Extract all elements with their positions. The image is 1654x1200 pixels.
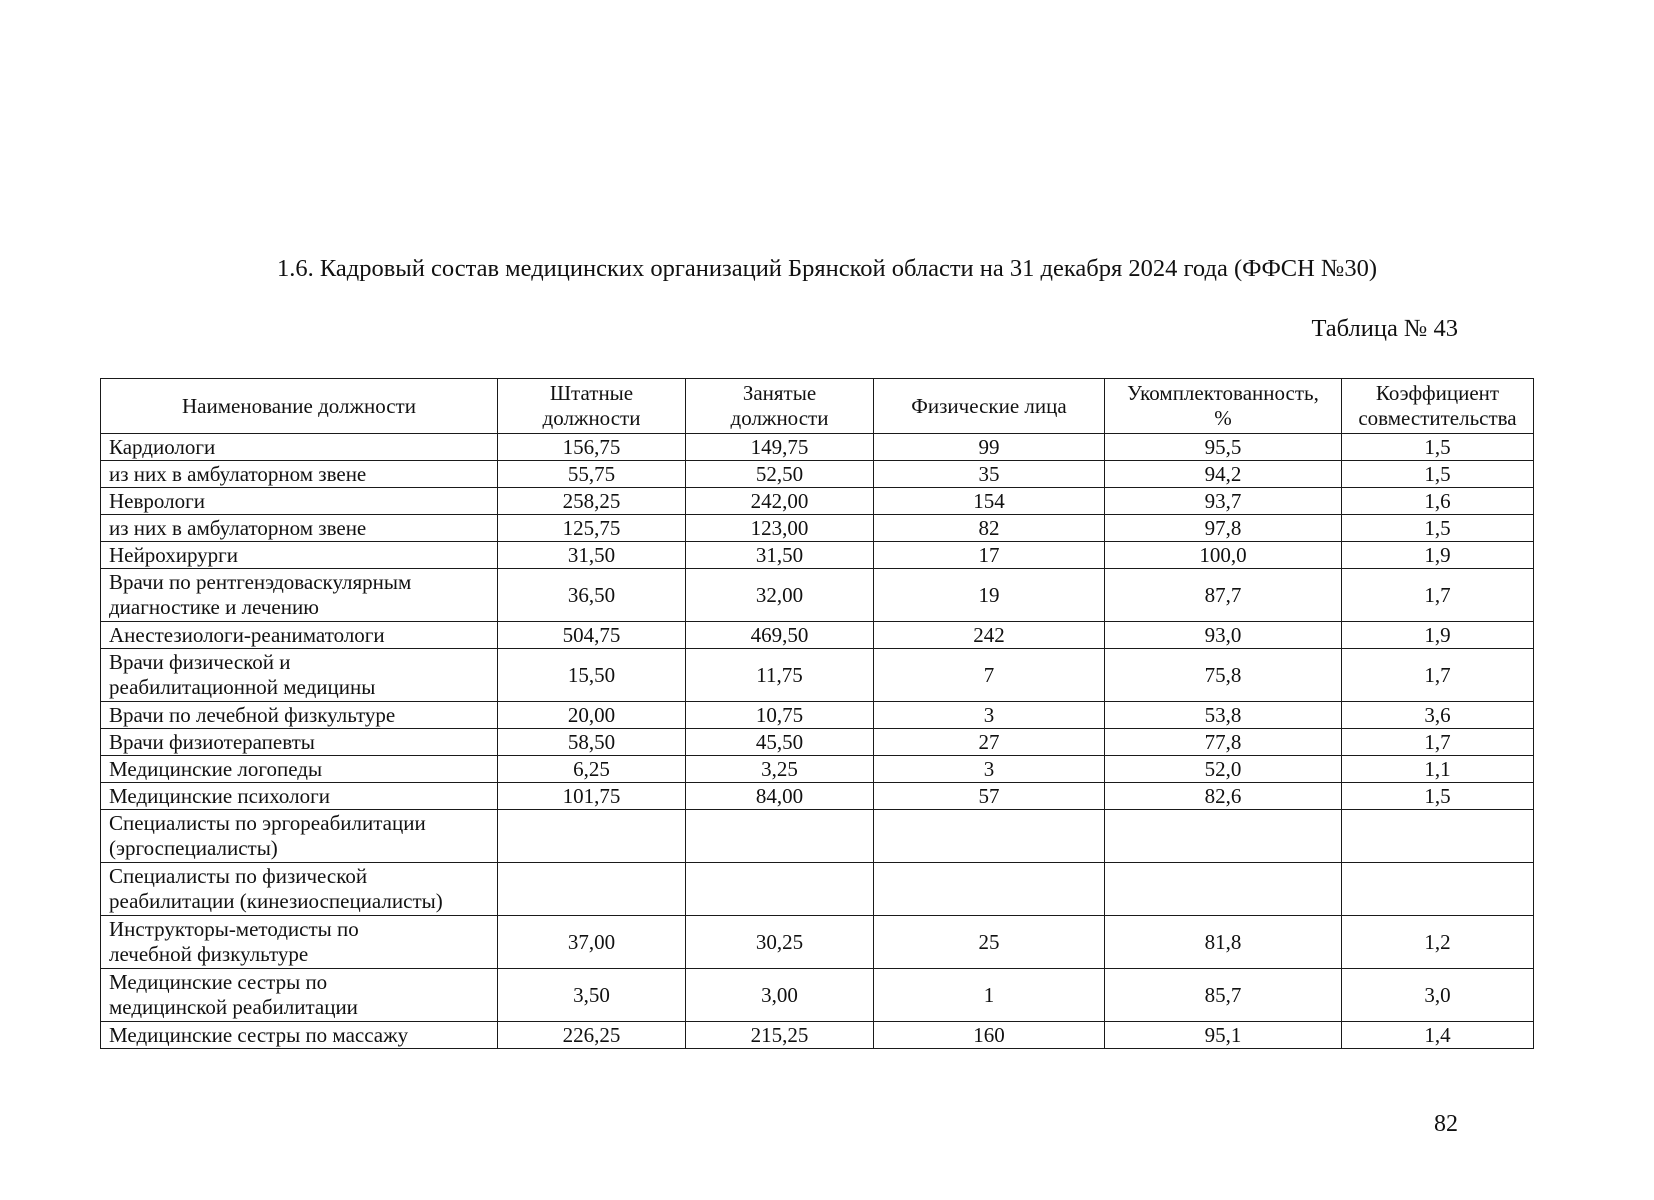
table-row (101, 434, 1534, 461)
cell-staffing: 52,0 (1105, 756, 1342, 783)
cell-coef: 1,2 (1342, 916, 1534, 969)
cell-name: Неврологи (101, 488, 498, 515)
cell-occupied: 149,75 (686, 434, 874, 461)
cell-occupied: 45,50 (686, 729, 874, 756)
header-staffing-line1: Укомплектованность, (1127, 381, 1319, 405)
cell-occupied: 242,00 (686, 488, 874, 515)
cell-name: Кардиологи (101, 434, 498, 461)
cell-staff: 37,00 (498, 916, 686, 969)
cell-occupied: 32,00 (686, 569, 874, 622)
cell-persons: 25 (874, 916, 1105, 969)
cell-name (101, 649, 498, 702)
cell-staff: 156,75 (498, 434, 686, 461)
cell-name: Анестезиологи-реаниматологи (101, 622, 498, 649)
cell-staff: 101,75 (498, 783, 686, 810)
cell-name-line1: Инструкторы-методисты по (109, 917, 359, 941)
table-row (101, 542, 1534, 569)
cell-staff: 6,25 (498, 756, 686, 783)
table-row (101, 783, 1534, 810)
cell-occupied: 84,00 (686, 783, 874, 810)
cell-staff (498, 810, 686, 863)
staff-table (100, 378, 1534, 1049)
cell-coef: 1,7 (1342, 649, 1534, 702)
cell-persons: 7 (874, 649, 1105, 702)
cell-staffing: 93,7 (1105, 488, 1342, 515)
cell-occupied (686, 810, 874, 863)
cell-name (101, 916, 498, 969)
cell-name (101, 810, 498, 863)
table-row (101, 461, 1534, 488)
header-physical-persons: Физические лица (874, 379, 1105, 434)
cell-staffing: 95,1 (1105, 1022, 1342, 1049)
cell-name-line1: Врачи физической и (109, 650, 291, 674)
cell-occupied: 469,50 (686, 622, 874, 649)
table-row (101, 756, 1534, 783)
cell-coef: 1,1 (1342, 756, 1534, 783)
header-position-name: Наименование должности (101, 379, 498, 434)
cell-staff: 55,75 (498, 461, 686, 488)
cell-name-line1: Специалисты по эргореабилитации (109, 811, 426, 835)
cell-name: Врачи по лечебной физкультуре (101, 702, 498, 729)
header-occupied-line1: Занятые (742, 381, 817, 405)
table-row (101, 622, 1534, 649)
cell-occupied: 123,00 (686, 515, 874, 542)
cell-staffing: 87,7 (1105, 569, 1342, 622)
cell-coef: 1,5 (1342, 515, 1534, 542)
table-row (101, 569, 1534, 622)
cell-staffing: 75,8 (1105, 649, 1342, 702)
table-row (101, 702, 1534, 729)
cell-persons: 3 (874, 756, 1105, 783)
cell-name (101, 969, 498, 1022)
cell-coef: 1,9 (1342, 622, 1534, 649)
cell-name-line2: реабилитационной медицины (109, 675, 376, 699)
header-combination-coefficient (1342, 379, 1534, 434)
cell-coef: 1,5 (1342, 434, 1534, 461)
table-row (101, 1022, 1534, 1049)
cell-name-line1: Специалисты по физической (109, 864, 368, 888)
header-staffing-line2: % (1214, 406, 1232, 430)
header-staff-positions (498, 379, 686, 434)
table-row (101, 810, 1534, 863)
cell-occupied: 52,50 (686, 461, 874, 488)
cell-name-line1: Медицинские сестры по (109, 970, 328, 994)
cell-occupied (686, 863, 874, 916)
cell-staffing: 97,8 (1105, 515, 1342, 542)
table-row (101, 729, 1534, 756)
cell-staff: 31,50 (498, 542, 686, 569)
cell-persons: 82 (874, 515, 1105, 542)
cell-coef: 1,9 (1342, 542, 1534, 569)
cell-coef: 1,5 (1342, 783, 1534, 810)
cell-occupied: 10,75 (686, 702, 874, 729)
cell-coef: 1,6 (1342, 488, 1534, 515)
cell-staffing (1105, 810, 1342, 863)
cell-persons: 242 (874, 622, 1105, 649)
cell-persons: 160 (874, 1022, 1105, 1049)
cell-staffing: 77,8 (1105, 729, 1342, 756)
cell-name (101, 569, 498, 622)
table-row (101, 916, 1534, 969)
cell-occupied: 30,25 (686, 916, 874, 969)
cell-staffing: 95,5 (1105, 434, 1342, 461)
cell-staffing: 93,0 (1105, 622, 1342, 649)
cell-persons: 35 (874, 461, 1105, 488)
cell-staffing: 85,7 (1105, 969, 1342, 1022)
cell-staff: 15,50 (498, 649, 686, 702)
cell-staffing: 94,2 (1105, 461, 1342, 488)
cell-staff: 504,75 (498, 622, 686, 649)
header-staff-line1: Штатные (549, 381, 634, 405)
cell-occupied: 11,75 (686, 649, 874, 702)
table-header-row (101, 379, 1534, 434)
header-staff-line2: должности (542, 406, 641, 430)
cell-staff: 58,50 (498, 729, 686, 756)
cell-persons (874, 810, 1105, 863)
cell-coef: 1,4 (1342, 1022, 1534, 1049)
cell-name: Медицинские психологи (101, 783, 498, 810)
cell-staffing: 100,0 (1105, 542, 1342, 569)
cell-name: Врачи физиотерапевты (101, 729, 498, 756)
cell-persons: 27 (874, 729, 1105, 756)
cell-persons: 57 (874, 783, 1105, 810)
cell-staff: 20,00 (498, 702, 686, 729)
cell-name: из них в амбулаторном звене (101, 515, 498, 542)
header-staffing-level (1105, 379, 1342, 434)
cell-persons: 1 (874, 969, 1105, 1022)
cell-persons: 17 (874, 542, 1105, 569)
cell-name: Медицинские логопеды (101, 756, 498, 783)
cell-name-line2: диагностике и лечению (109, 595, 319, 619)
cell-name-line2: (эргоспециалисты) (109, 836, 278, 860)
cell-name: из них в амбулаторном звене (101, 461, 498, 488)
cell-name-line2: реабилитации (кинезиоспециалисты) (109, 889, 443, 913)
cell-coef: 1,7 (1342, 569, 1534, 622)
cell-occupied: 215,25 (686, 1022, 874, 1049)
header-occupied-positions (686, 379, 874, 434)
cell-persons: 154 (874, 488, 1105, 515)
cell-staffing: 82,6 (1105, 783, 1342, 810)
cell-occupied: 3,00 (686, 969, 874, 1022)
table-row (101, 515, 1534, 542)
cell-name (101, 863, 498, 916)
cell-coef: 1,5 (1342, 461, 1534, 488)
cell-name-line2: медицинской реабилитации (109, 995, 358, 1019)
cell-staff: 125,75 (498, 515, 686, 542)
cell-staff: 258,25 (498, 488, 686, 515)
cell-name: Нейрохирурги (101, 542, 498, 569)
cell-staffing: 81,8 (1105, 916, 1342, 969)
table-row (101, 649, 1534, 702)
page-number: 82 (1434, 1111, 1458, 1137)
cell-staff: 3,50 (498, 969, 686, 1022)
cell-coef: 3,6 (1342, 702, 1534, 729)
header-occupied-line2: должности (730, 406, 829, 430)
header-coef-line2: совместительства (1358, 406, 1517, 430)
cell-persons: 19 (874, 569, 1105, 622)
cell-occupied: 3,25 (686, 756, 874, 783)
cell-name-line1: Врачи по рентгенэдоваскулярным (109, 570, 412, 594)
header-coef-line1: Коэффициент (1375, 381, 1500, 405)
cell-occupied: 31,50 (686, 542, 874, 569)
cell-persons: 3 (874, 702, 1105, 729)
table-row (101, 488, 1534, 515)
cell-name: Медицинские сестры по массажу (101, 1022, 498, 1049)
cell-staff (498, 863, 686, 916)
cell-coef (1342, 810, 1534, 863)
cell-name-line2: лечебной физкультуре (109, 942, 309, 966)
table-number: Таблица № 43 (1311, 315, 1458, 342)
table-row (101, 863, 1534, 916)
cell-persons (874, 863, 1105, 916)
cell-staffing (1105, 863, 1342, 916)
cell-persons: 99 (874, 434, 1105, 461)
cell-coef: 3,0 (1342, 969, 1534, 1022)
page-title: 1.6. Кадровый состав медицинских организаций Брянской области на 31 декабря 2024 года (ФФСН №30) (276, 255, 1378, 282)
cell-coef (1342, 863, 1534, 916)
table-row (101, 969, 1534, 1022)
cell-coef: 1,7 (1342, 729, 1534, 756)
cell-staff: 36,50 (498, 569, 686, 622)
cell-staffing: 53,8 (1105, 702, 1342, 729)
cell-staff: 226,25 (498, 1022, 686, 1049)
